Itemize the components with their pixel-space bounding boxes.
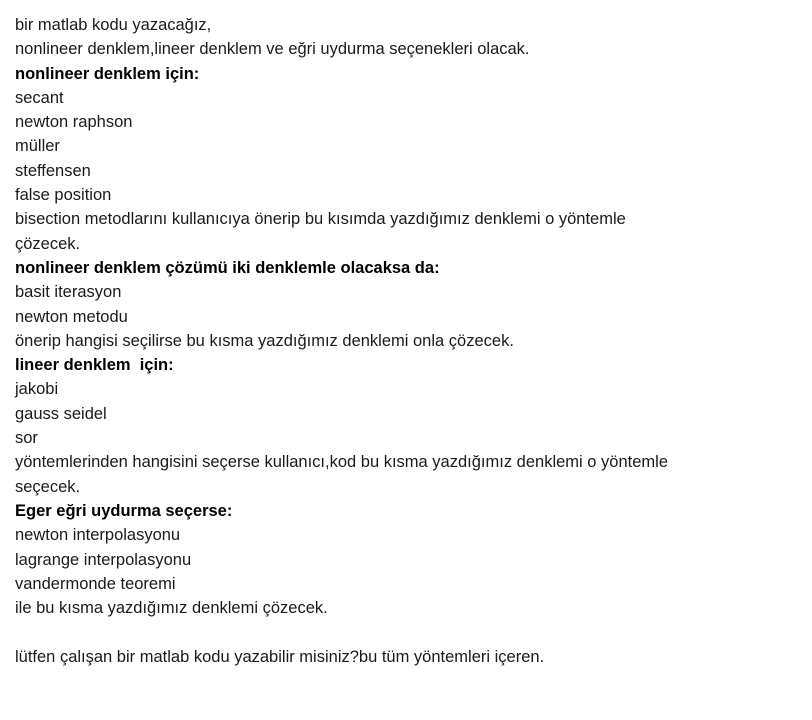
curve-fitting-method-newton-interpolasyonu: newton interpolasyonu (15, 526, 181, 545)
nonlinear-system-heading: nonlineer denklem çözümü iki denklemle olacaksa da: (15, 258, 440, 277)
linear-heading: lineer denklem için: (15, 356, 174, 375)
closing-request: lütfen çalışan bir matlab kodu yazabilir misiniz?bu tüm yöntemleri içeren. (15, 647, 545, 666)
linear-description-2: seçecek. (15, 477, 81, 496)
nonlinear-description-2: çözecek. (15, 234, 81, 253)
nonlinear-method-steffensen: steffensen (15, 161, 91, 180)
nonlinear-heading: nonlineer denklem için: (15, 64, 200, 83)
curve-fitting-description: ile bu kısma yazdığımız denklemi çözecek. (15, 599, 328, 618)
blank-line (15, 620, 795, 644)
linear-method-gauss-seidel: gauss seidel (15, 404, 107, 423)
nonlinear-method-newton-raphson: newton raphson (15, 113, 133, 132)
nonlinear-system-description: önerip hangisi seçilirse bu kısma yazdığımız denklemi onla çözecek. (15, 331, 514, 350)
nonlinear-method-false-position: false position (15, 186, 112, 205)
intro-line-1: bir matlab kodu yazacağız, (15, 16, 212, 34)
curve-fitting-method-vandermonde-teoremi: vandermonde teoremi (15, 574, 176, 593)
nonlinear-system-method-newton-metodu: newton metodu (15, 307, 128, 326)
nonlinear-method-secant: secant (15, 88, 64, 107)
linear-method-sor: sor (15, 429, 38, 448)
message-body (15, 13, 795, 669)
nonlinear-description-1: bisection metodlarını kullanıcıya önerip bu kısımda yazdığımız denklemi o yöntemle (15, 210, 626, 229)
intro-line-2: nonlineer denklem,lineer denklem ve eğri uydurma seçenekleri olacak. (15, 40, 530, 59)
linear-method-jakobi: jakobi (15, 380, 59, 399)
nonlinear-method-muller: müller (15, 137, 60, 156)
linear-description-1: yöntemlerinden hangisini seçerse kullanıcı,kod bu kısma yazdığımız denklemi o yöntemle (15, 453, 668, 472)
curve-fitting-method-lagrange-interpolasyonu: lagrange interpolasyonu (15, 550, 192, 569)
curve-fitting-heading: Eger eğri uydurma seçerse: (15, 501, 233, 520)
nonlinear-system-method-basit-iterasyon: basit iterasyon (15, 283, 122, 302)
